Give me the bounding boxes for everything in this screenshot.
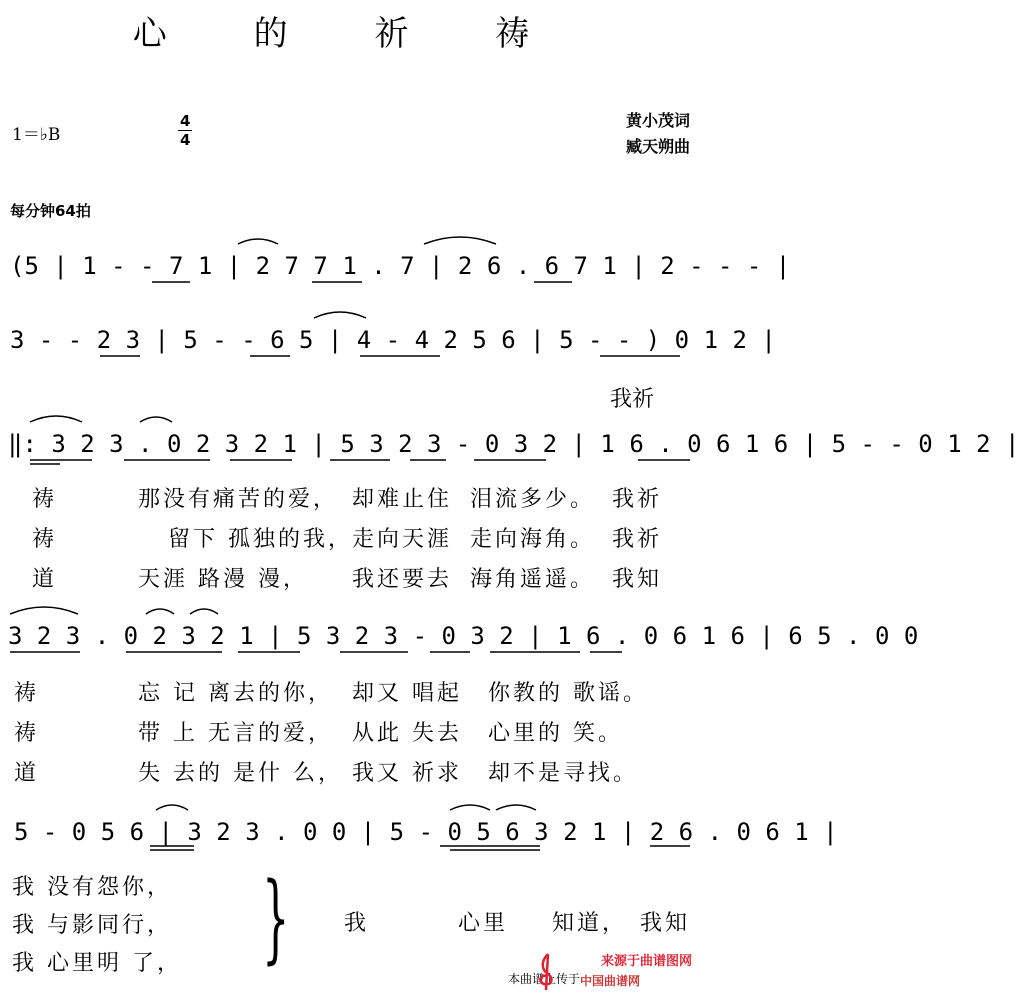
lyricist: 黄小茂词 xyxy=(625,111,690,130)
notation-line-3: ‖: 3 2 3 . 0 2 3 2 1 | 5 3 2 3 - 0 3 2 | 1 6 . 0 6 1 6 | 5 - - 0 1 2 | xyxy=(8,430,1019,458)
lyric-1-3-e: 我知 xyxy=(612,567,663,592)
lyric-1-1-a: 祷 xyxy=(32,487,58,512)
footer-site: 中国曲谱网 xyxy=(580,974,641,988)
lyric-2-3-c: 我又 祈求 xyxy=(352,761,462,786)
lyric-3-1: 我 没有怨你， xyxy=(12,875,172,900)
lyric-2-3-d: 却不是寻找。 xyxy=(488,761,639,786)
lyric-1-1-d: 泪流多少。 xyxy=(470,487,596,512)
notation-line-1: (5 | 1 - - 7 1 | 2 7 7 1 . 7 | 2 6 . 6 7 1 | 2 - - - | xyxy=(10,252,791,280)
lyric-2-1-d: 你教的 歌谣。 xyxy=(488,681,648,706)
composer: 臧天朔曲 xyxy=(625,137,690,156)
lyric-2-2-c: 从此 失去 xyxy=(352,721,462,746)
lyric-1-3-d: 海角遥遥。 xyxy=(470,567,596,592)
lyric-1-3-b: 天涯 路漫 漫， xyxy=(138,567,308,592)
lyric-3-3: 我 心里明 了， xyxy=(12,951,182,976)
song-title: 心 的 祈 祷 xyxy=(132,14,568,54)
lyric-1-2-d: 走向海角。 xyxy=(470,527,596,552)
lyric-3-2: 我 与影同行， xyxy=(12,913,172,938)
lyric-2-1-b: 忘 记 离去的你， xyxy=(138,681,333,706)
lyric-2-2-a: 祷 xyxy=(14,721,40,746)
lyric-1-1-e: 我祈 xyxy=(612,487,663,512)
lyric-1-2-c: 走向天涯 xyxy=(352,527,453,552)
footer-upload-text: 本曲谱上传于 xyxy=(508,972,581,986)
lyric-3-right-d: 我知 xyxy=(640,911,691,936)
key-signature: 1＝♭B xyxy=(12,125,61,145)
lyric-3-right-b: 心里 xyxy=(458,911,509,936)
notation-line-5: 5 - 0 5 6 | 3 2 3 . 0 0 | 5 - 0 5 6 3 2 1 | 2 6 . 0 6 1 | xyxy=(14,818,838,846)
lyric-1-2-b: 留下 孤独的我， xyxy=(168,527,353,552)
lyric-2-3-a: 道 xyxy=(14,761,40,786)
time-signature xyxy=(178,112,192,149)
lyric-1-1-b: 那没有痛苦的爱， xyxy=(138,487,339,512)
cue-lyric: 我祈 xyxy=(610,387,655,412)
footer-watermark: 来源于曲谱图网 xyxy=(600,954,692,969)
credits xyxy=(626,108,690,160)
time-signature-bottom: 4 xyxy=(180,131,191,149)
notation-line-4: 3 2 3 . 0 2 3 2 1 | 5 3 2 3 - 0 3 2 | 1 6 . 0 6 1 6 | 6 5 . 0 0 xyxy=(8,622,919,650)
lyric-2-2-b: 带 上 无言的爱， xyxy=(138,721,333,746)
lyric-3-right-a: 我 xyxy=(344,911,370,936)
lyric-1-3-c: 我还要去 xyxy=(352,567,453,592)
lyric-2-1-c: 却又 唱起 xyxy=(352,681,462,706)
lyric-2-2-d: 心里的 笑。 xyxy=(488,721,623,746)
lyric-brace: } xyxy=(262,862,290,974)
lyric-1-2-e: 我祈 xyxy=(612,527,663,552)
lyric-2-1-a: 祷 xyxy=(14,681,40,706)
time-signature-top: 4 xyxy=(180,112,191,130)
lyric-1-3-a: 道 xyxy=(32,567,58,592)
notation-line-2: 3 - - 2 3 | 5 - - 6 5 | 4 - 4 2 5 6 | 5 - - ) 0 1 2 | xyxy=(10,326,776,354)
lyric-2-3-b: 失 去的 是什 么， xyxy=(138,761,343,786)
tempo-marking: 每分钟64拍 xyxy=(10,202,91,220)
lyric-1-1-c: 却难止住 xyxy=(352,487,453,512)
treble-clef-icon xyxy=(532,952,562,992)
lyric-3-right-c: 知道， xyxy=(552,911,628,936)
lyric-1-2-a: 祷 xyxy=(32,527,58,552)
